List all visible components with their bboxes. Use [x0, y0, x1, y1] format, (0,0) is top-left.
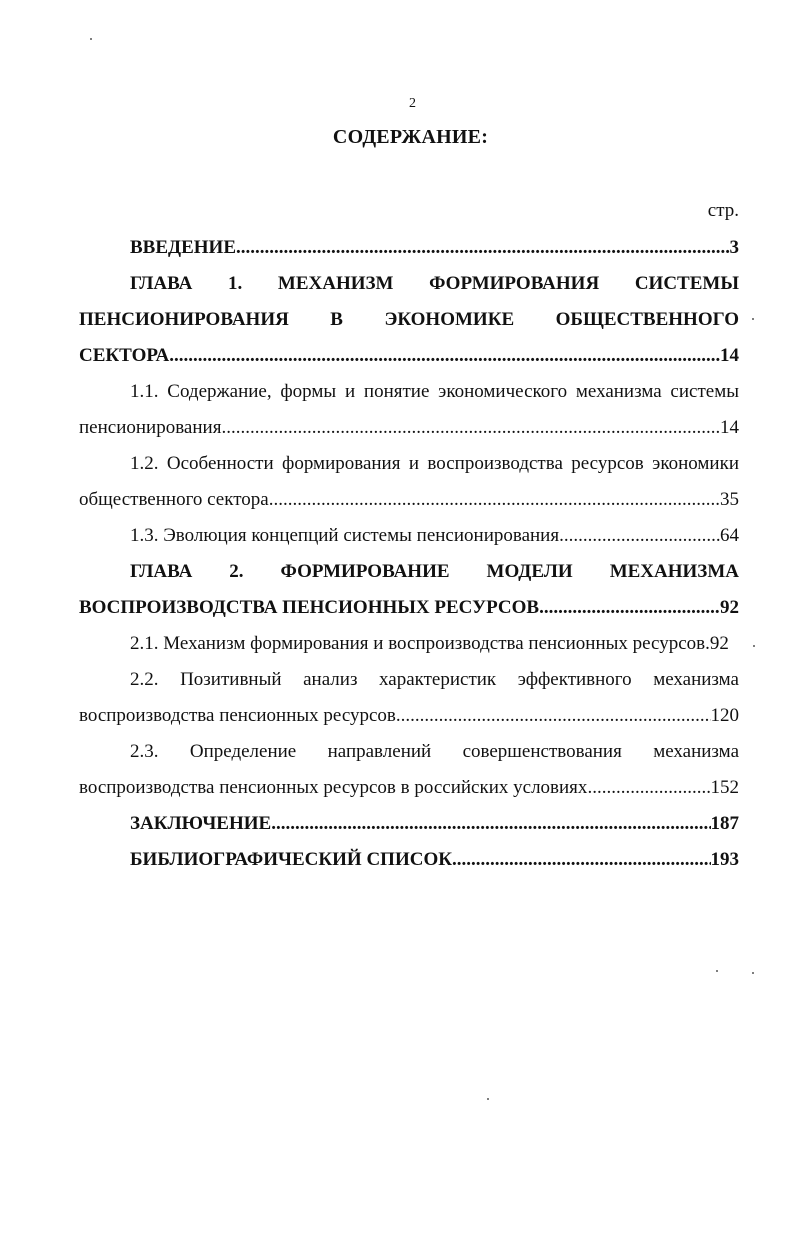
scan-speck	[752, 972, 754, 974]
toc-section-1-1-line-1	[79, 374, 739, 410]
toc-entry-text: 2.3. Определение направлений совершенствования механизма	[130, 741, 739, 762]
toc-section-1-3	[79, 518, 739, 554]
toc-entry-text: ГЛАВА 2. ФОРМИРОВАНИЕ МОДЕЛИ МЕХАНИЗМА	[130, 561, 739, 582]
toc-entry-text: воспроизводства пенсионных ресурсов	[79, 705, 396, 726]
table-of-contents	[79, 230, 739, 878]
toc-entry-text: общественного сектора	[79, 489, 269, 510]
toc-page-number: 14	[720, 417, 739, 438]
toc-page-number: 3	[729, 237, 739, 258]
toc-entry-text: ВВЕДЕНИЕ	[130, 237, 236, 258]
toc-entry-text: ВОСПРОИЗВОДСТВА ПЕНСИОННЫХ РЕСУРСОВ	[79, 597, 540, 618]
toc-entry-text: БИБЛИОГРАФИЧЕСКИЙ СПИСОК	[130, 849, 453, 870]
toc-leader-dots	[269, 489, 720, 511]
toc-page-number: 35	[720, 489, 739, 510]
toc-page-number: 14	[720, 345, 739, 366]
toc-entry-text: 1.1. Содержание, формы и понятие экономического механизма системы	[130, 381, 739, 402]
toc-chapter-2-line-2	[79, 590, 739, 626]
toc-leader-dots	[396, 705, 711, 727]
page-title: СОДЕРЖАНИЕ:	[332, 126, 489, 148]
scan-speck	[90, 38, 92, 40]
toc-entry-text: СЕКТОРА	[79, 345, 170, 366]
toc-page-number: 92	[709, 633, 729, 654]
toc-entry-text: ЗАКЛЮЧЕНИЕ	[130, 813, 272, 834]
toc-leader-dots	[539, 597, 720, 619]
toc-section-2-1	[79, 626, 739, 662]
toc-leader-dots	[221, 417, 720, 439]
toc-page-number: 120	[710, 705, 739, 726]
toc-chapter-2-line-1	[79, 554, 739, 590]
toc-entry-text: 2.1. Механизм формирования и воспроизводства пенсионных ресурсов.	[130, 633, 710, 654]
toc-page-number: 187	[710, 813, 739, 834]
toc-chapter-1-line-2	[79, 302, 739, 338]
toc-section-2-2-line-1	[79, 662, 739, 698]
toc-entry-conclusion	[79, 806, 739, 842]
page-column-label: стр.	[707, 200, 739, 221]
toc-chapter-1-line-3	[79, 338, 739, 374]
toc-entry-text: воспроизводства пенсионных ресурсов в российских условиях	[79, 777, 588, 798]
toc-chapter-1-line-1	[79, 266, 739, 302]
toc-section-2-3-line-1	[79, 734, 739, 770]
toc-page-number: 193	[710, 849, 739, 870]
toc-leader-dots	[236, 237, 730, 259]
toc-page-number: 152	[710, 777, 739, 798]
toc-leader-dots	[559, 525, 720, 547]
toc-section-2-3-line-2	[79, 770, 739, 806]
toc-entry-text: 1.3. Эволюция концепций системы пенсионирования	[130, 525, 560, 546]
toc-entry-text: пенсионирования	[79, 417, 222, 438]
toc-entry-text: 2.2. Позитивный анализ характеристик эффективного механизма	[130, 669, 739, 690]
toc-section-2-2-line-2	[79, 698, 739, 734]
toc-leader-dots	[587, 777, 710, 799]
toc-entry-text: 1.2. Особенности формирования и воспроизводства ресурсов экономики	[130, 453, 739, 474]
scan-speck	[487, 1098, 489, 1100]
toc-leader-dots	[271, 813, 710, 835]
toc-leader-dots	[452, 849, 710, 871]
toc-leader-dots	[169, 345, 720, 367]
toc-section-1-2-line-1	[79, 446, 739, 482]
toc-entry-intro	[79, 230, 739, 266]
toc-entry-bibliography	[79, 842, 739, 878]
scan-speck	[753, 645, 755, 647]
scan-speck	[752, 318, 754, 320]
toc-page-number: 64	[720, 525, 739, 546]
toc-section-1-2-line-2	[79, 482, 739, 518]
toc-entry-text: ПЕНСИОНИРОВАНИЯ В ЭКОНОМИКЕ ОБЩЕСТВЕННОГО	[79, 309, 739, 330]
toc-section-1-1-line-2	[79, 410, 739, 446]
scan-speck	[716, 970, 718, 972]
toc-entry-text: ГЛАВА 1. МЕХАНИЗМ ФОРМИРОВАНИЯ СИСТЕМЫ	[130, 273, 739, 294]
page-number: 2	[409, 96, 416, 111]
toc-page-number: 92	[720, 597, 739, 618]
